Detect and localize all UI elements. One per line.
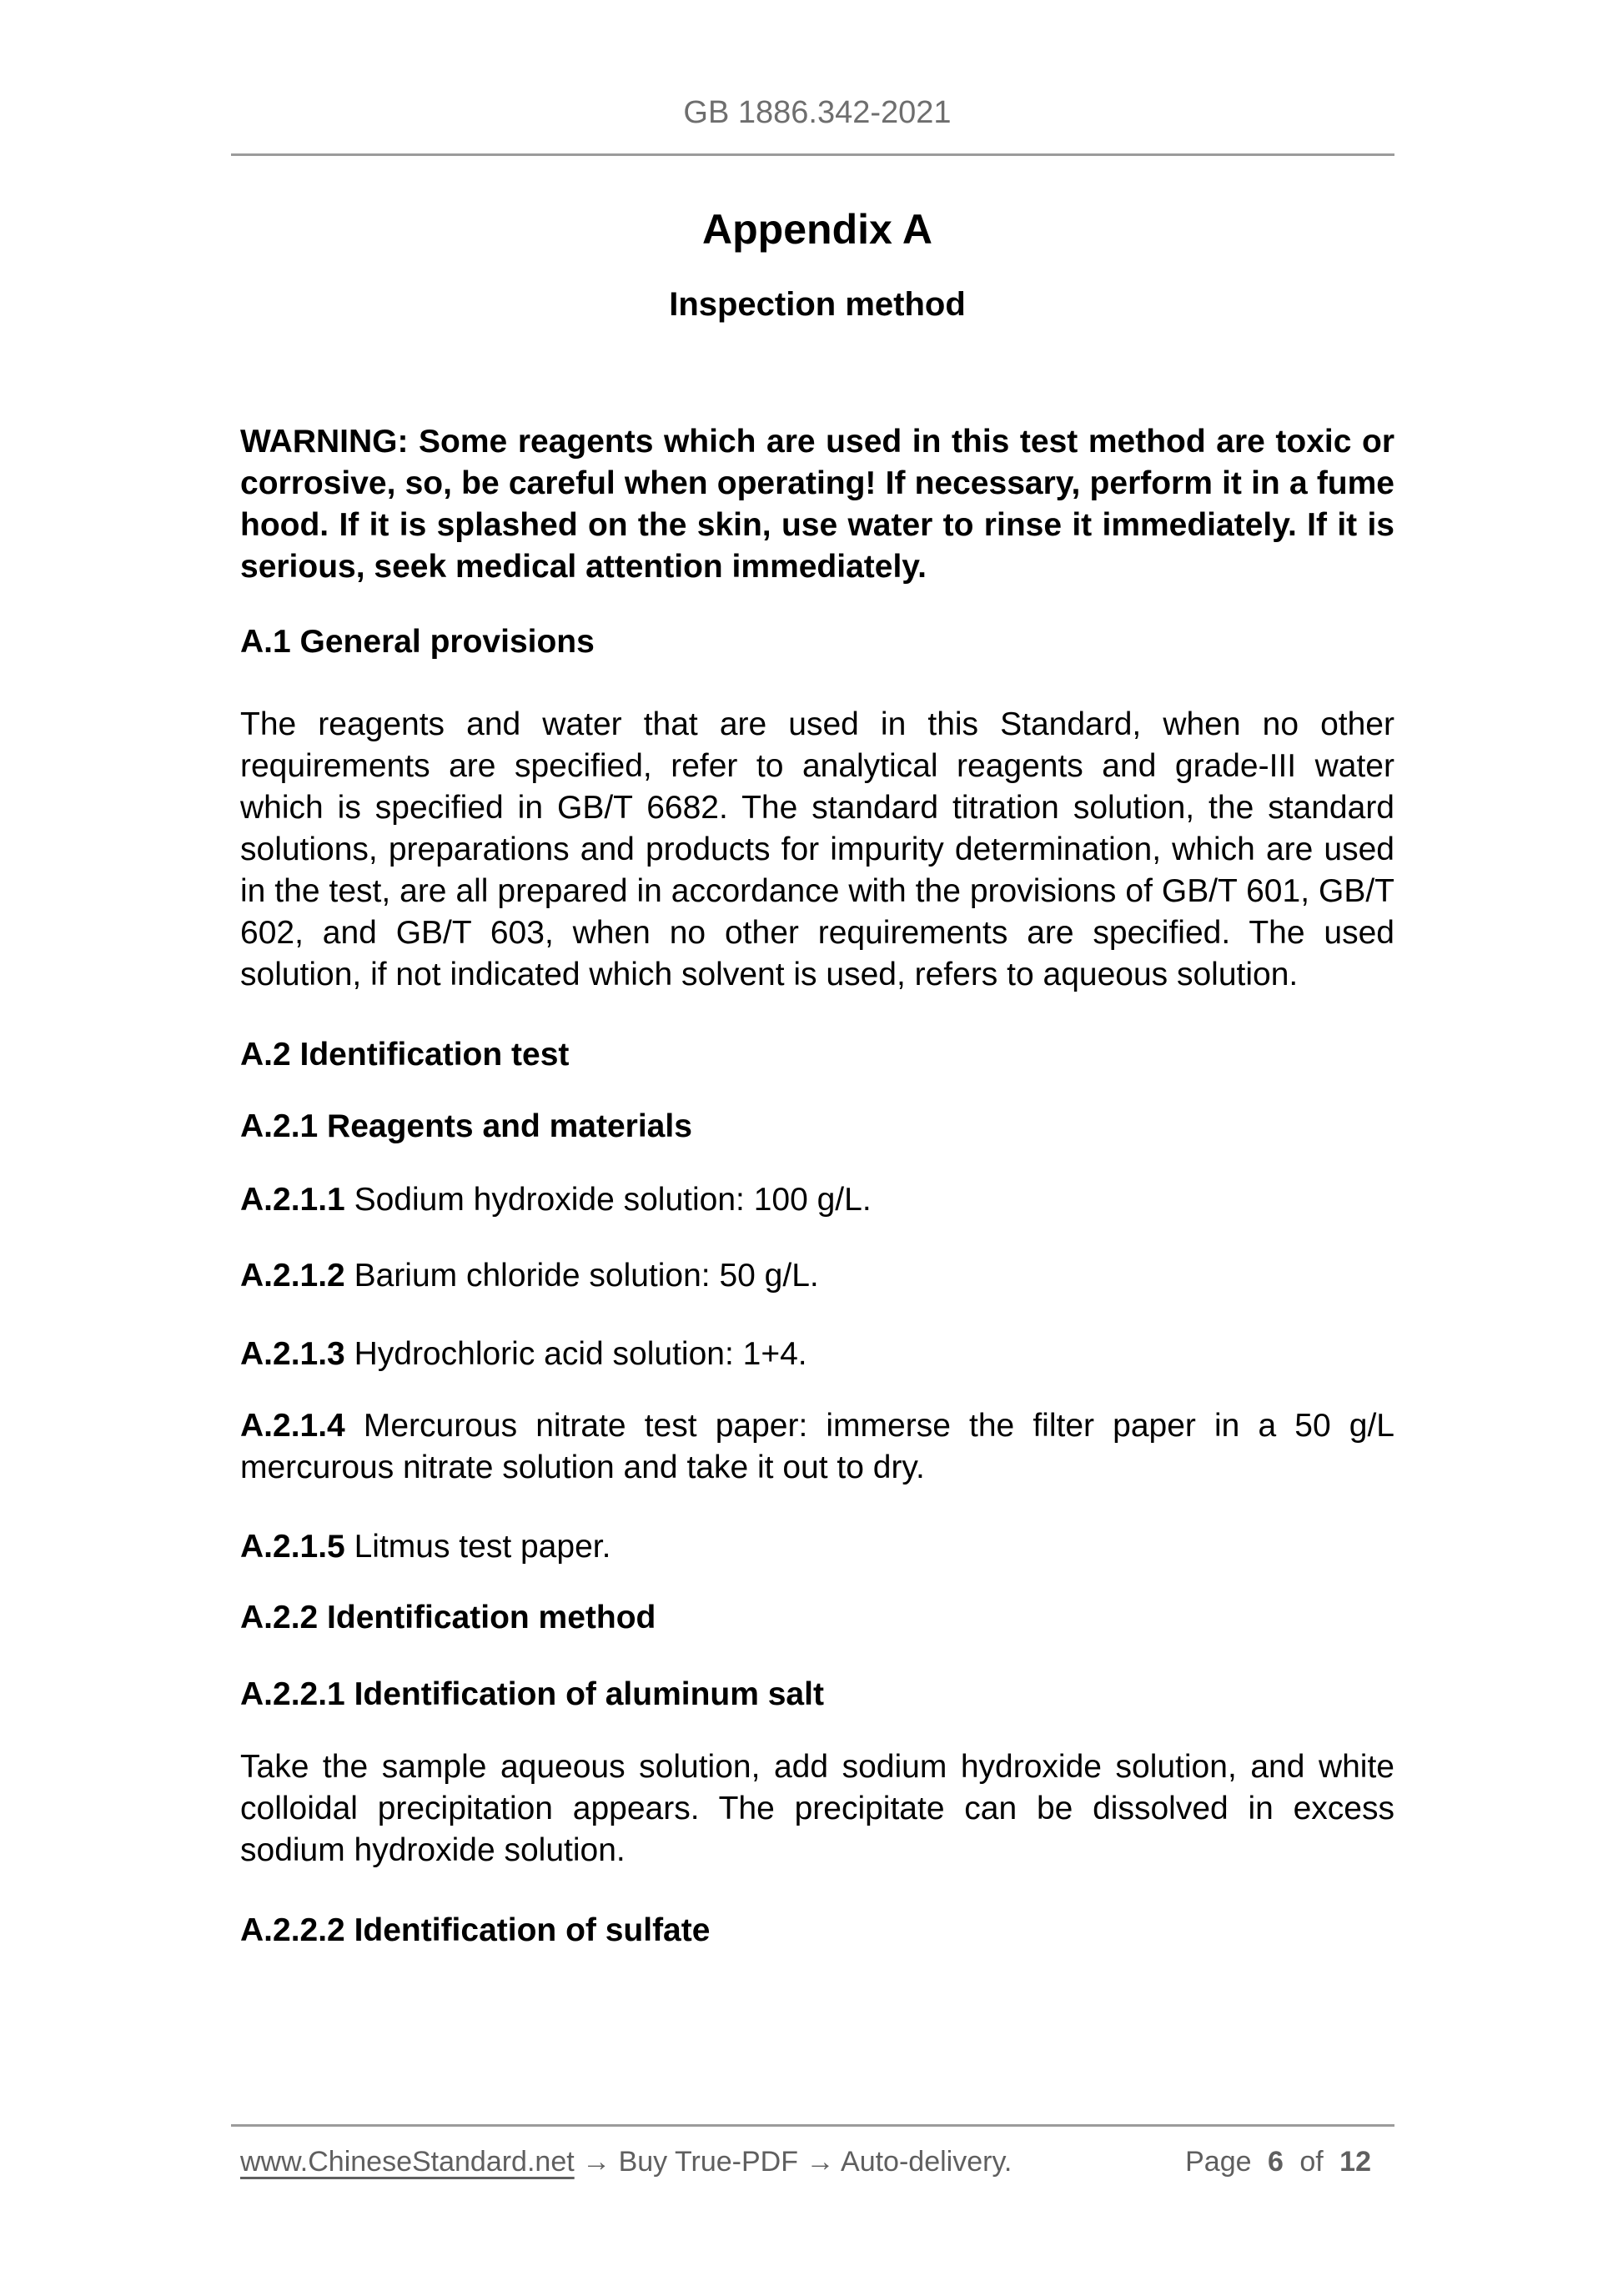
item-a215-number: A.2.1.5 <box>240 1529 345 1565</box>
footer-promo <box>240 2143 1012 2180</box>
header-divider <box>231 153 1394 156</box>
of-label: of <box>1299 2146 1324 2178</box>
arrow-right-icon: → <box>806 2146 835 2178</box>
item-a212-text: Barium chloride solution: 50 g/L. <box>354 1258 819 1294</box>
page-footer <box>240 2143 1394 2180</box>
heading-a1: A.1 General provisions <box>240 624 595 660</box>
item-a214-number: A.2.1.4 <box>240 1408 345 1444</box>
page-total: 12 <box>1339 2146 1371 2178</box>
heading-a222: A.2.2.2 Identification of sulfate <box>240 1912 711 1948</box>
page-label: Page <box>1185 2146 1252 2178</box>
item-a212-number: A.2.1.2 <box>240 1258 345 1294</box>
heading-a221: A.2.2.1 Identification of aluminum salt <box>240 1676 824 1712</box>
document-header <box>240 93 1394 132</box>
heading-a22: A.2.2 Identification method <box>240 1600 656 1635</box>
item-a213-text: Hydrochloric acid solution: 1+4. <box>354 1336 807 1372</box>
heading-a21: A.2.1 Reagents and materials <box>240 1108 692 1144</box>
standard-number: GB 1886.342-2021 <box>683 95 952 130</box>
footer-delivery-text: Auto-delivery. <box>841 2146 1012 2178</box>
item-a212 <box>240 1255 1394 1297</box>
paragraph-a1: The reagents and water that are used in this Standard, when no other requirements are specified, refer to analytical reagents and grade-III water which is specified in GB/T 6682. The standard titration solution, the standard solutions, preparations and products for impurity determination, which are used in the test, are all prepared in accordance with the provisions of GB/T 601, GB/T 602, and GB/T 603, when no other requirements are specified. The used solution, if not indicated which solvent is used, refers to aqueous solution. <box>240 706 1394 992</box>
item-a213-number: A.2.1.3 <box>240 1336 345 1372</box>
page-current: 6 <box>1267 2146 1284 2178</box>
footer-divider <box>231 2124 1394 2127</box>
arrow-right-icon: → <box>582 2146 611 2178</box>
appendix-subtitle: Inspection method <box>669 286 966 323</box>
item-a211 <box>240 1179 1394 1221</box>
item-a214-text: Mercurous nitrate test paper: immerse the filter paper in a 50 g/L mercurous nitrate solution and take it out to dry. <box>240 1408 1394 1485</box>
heading-a2: A.2 Identification test <box>240 1037 570 1073</box>
warning-paragraph: WARNING: Some reagents which are used in this test method are toxic or corrosive, so, be careful when operating! If necessary, perform it in a fume hood. If it is splashed on the skin, use water to rinse it immediately. If it is serious, seek medical attention immediately. <box>240 424 1394 585</box>
page-indicator <box>1185 2143 1394 2180</box>
paragraph-a221: Take the sample aqueous solution, add sodium hydroxide solution, and white colloidal precipitation appears. The precipitate can be dissolved in excess sodium hydroxide solution. <box>240 1749 1394 1868</box>
item-a211-number: A.2.1.1 <box>240 1182 345 1218</box>
item-a215-text: Litmus test paper. <box>354 1529 611 1565</box>
item-a215 <box>240 1526 1394 1568</box>
appendix-title: Appendix A <box>702 206 932 253</box>
site-link[interactable]: www.ChineseStandard.net <box>240 2146 575 2178</box>
footer-buy-text: Buy True-PDF <box>618 2146 798 2178</box>
item-a211-text: Sodium hydroxide solution: 100 g/L. <box>354 1182 872 1218</box>
item-a213 <box>240 1334 1394 1375</box>
item-a214 <box>240 1405 1394 1489</box>
